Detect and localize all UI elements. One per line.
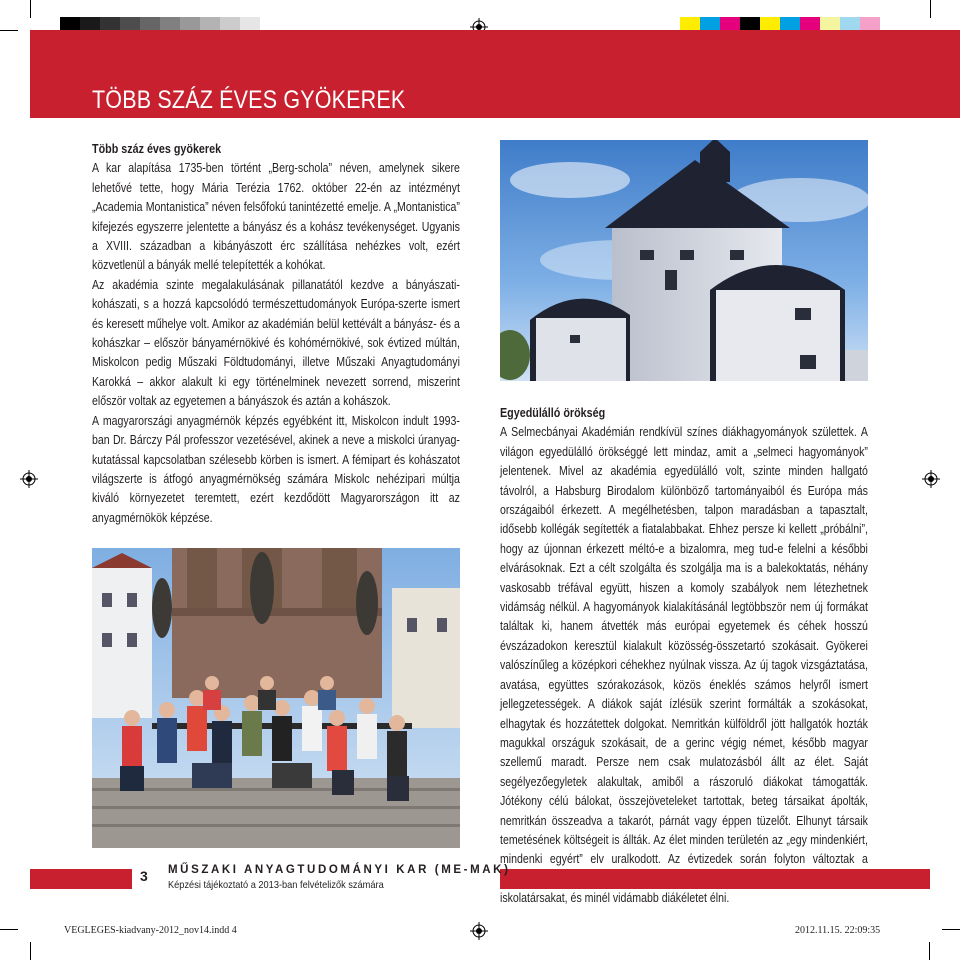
footer-subtitle: Képzési tájékoztató a 2013-ban felvételizők számára xyxy=(168,879,384,891)
paragraph: Az akadémia szinte megalakulásának pillanatától kezdve a bányászati-kohászati, s a hozzá kapcsolódó természettudományok Európa-szerte ismert és keresett műhelye volt. Amikor az akadémián belül kettévált a bányász- és a kohászkar – először bányamérnökivé és kohómérnökivé, sok évtized múltán, Miskolcon pedig Műszaki Földtudományi, illetve Műszaki Anyagtudományi Karokká – akkor alakult ki egy történelminek nevezett sorrend, miszerint először voltak az egyetemen a bányászok és aztán a kohászok. xyxy=(92,277,460,409)
footer-faculty-title: MŰSZAKI ANYAGTUDOMÁNYI KAR (ME-MAK) xyxy=(168,864,511,876)
group-photo xyxy=(92,548,460,848)
left-text-inner xyxy=(92,139,460,528)
registration-mark-icon xyxy=(470,922,488,940)
left-text-column xyxy=(92,139,460,528)
footer-band-right xyxy=(500,869,930,889)
page-title: TÖBB SZÁZ ÉVES GYÖKEREK xyxy=(92,86,406,114)
slug-datetime: 2012.11.15. 22:09:35 xyxy=(795,925,881,936)
footer-band-left xyxy=(30,869,132,889)
registration-mark-icon xyxy=(20,470,38,488)
right-text-inner xyxy=(500,403,868,909)
registration-mark-icon xyxy=(922,470,940,488)
paragraph: A magyarországi anyagmérnök képzés egyébként itt, Miskolcon indult 1993-ban Dr. Bárczy Pál professzor vezetésével, akinek a neve a miskolci úranyag-kutatással kapcsolatban szélesebb körben is ismert. A fémipart és kohászatot világszerte is átfogó anyagmérnökség számára Miskolc nehézipari múltja kiváló környezetet teremtett, ezért kezdődött Magyarországon itt az anyagmérnökök képzése. xyxy=(92,413,460,525)
castle-photo xyxy=(500,140,868,381)
section-heading: Egyedülálló örökség xyxy=(500,405,606,420)
paragraph: A Selmecbányai Akadémián rendkívül színes diákhagyományok születtek. A világon egyedülálló örökséggé lett mindaz, amit a „selmeci hagyományok” jelentenek. Mivel az akadémia egyedülálló volt, szinte minden hallgató távolról, a Habsburg Birodalom különböző tartományaiból és Európa más országaiból érkezett. A megélhetésben, talpon maradásban a tapasztalt, idősebb kollégák segítették a fiatalabbakat. Ehhez persze ki kellett „próbálni”, hogy az újonnan érkezett méltó-e a bizalomra, meg tud-e felelni a későbbi elvárásoknak. Ezt a célt szolgálta és szolgálja ma is a balekoktatás, néhány vaskosabb tréfával együtt, hiszen a komoly szabályok nem létezhetnek vidámság nélkül. A hagyományok kialakításánál legtöbbször nem új formákat találtak ki, hanem átvették más európai egyetemek és céhek hosszú évszázadokon keresztül kialakult közösség-összetartó szokásait. Gyökerei valószínűleg a középkori céhekhez nyúlnak vissza. Az új tagok vizsgáztatása, avatása, együttes szórakozások, közös éneklés számos helyről ismert jellegzetességek. A diákok saját ízlésük szerint formálták a szokásokat, elhagytak és hozzátettek dolgokat. Nemritkán külföldről jött hallgatók hozták magukkal országuk szokásait, de a gerinc végig német, később magyar szellemű maradt. Persze nem csak mulatozásból állt az élet. Saját segélyezőegyletek alakultak, amiből a rászoruló diákokat támogatták. Jótékony célú bálokat, összejöveteleket tartottak, beteg társaikat ápolták, nemritkán összeadva a takarót, párnát vagy éppen tüzelőt. Elhunyt társaik temetésének költségeit is állták. Az élet minden területén az „egy mindenkiért, mindenki egyért” elv uralkodott. Az évtizedek során folyton változtak a iskolatársakat, és minél vidámabb diákéletet élni. xyxy=(500,425,868,906)
paragraph: A kar alapítása 1735-ben történt „Berg-schola” néven, amelynek sikere lehetővé tette, hogy Mária Terézia 1762. október 22-én az intézményt „Academia Montanistica” néven felsőfokú tanintézetté emelje. A „Montanistica” kifejezés egyszerre jelentette a bányász és a kohász tevékenységet. Ugyanis a XVIII. században a kibányászott érc szállítása nehézkes volt, ezért közvetlenül a bányák mellé telepítették a kohókat. xyxy=(92,161,460,273)
section-heading: Több száz éves gyökerek xyxy=(92,141,222,156)
slug-filename: VEGLEGES-kiadvany-2012_nov14.indd 4 xyxy=(64,925,237,936)
page-number: 3 xyxy=(140,868,148,884)
right-text-column xyxy=(500,403,868,909)
